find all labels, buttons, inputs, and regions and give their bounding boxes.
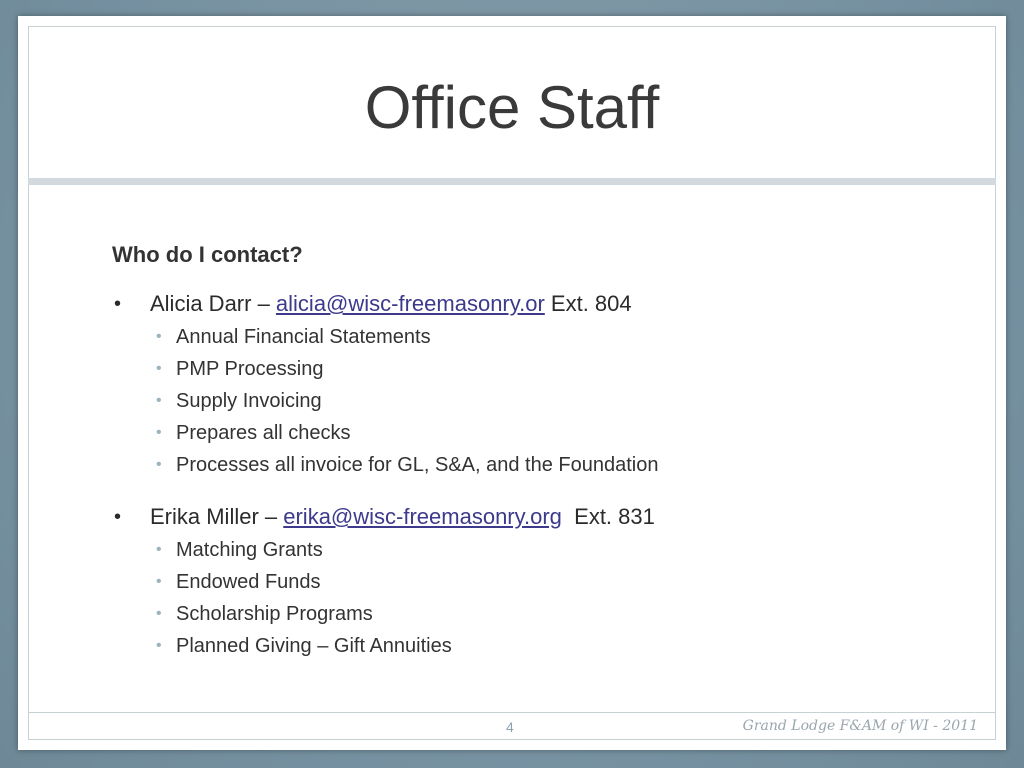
bullet-icon: • <box>156 360 162 377</box>
bullet-icon: • <box>156 573 162 590</box>
bullet-icon: • <box>156 424 162 441</box>
email-link[interactable]: alicia@wisc-freemasonry.or <box>275 291 545 316</box>
contact-name: Alicia Darr – <box>150 291 276 316</box>
bullet-icon: • <box>156 605 162 622</box>
bullet-icon: • <box>156 637 162 654</box>
slide-content <box>112 240 972 684</box>
list-item: • Scholarship Programs <box>112 598 972 630</box>
question-heading: Who do I contact? <box>112 242 303 267</box>
list-item: • Prepares all checks <box>112 417 972 449</box>
email-link[interactable]: erika@wisc-freemasonry.org <box>283 504 562 529</box>
contact-name: Erika Miller – <box>150 504 284 529</box>
slide-title: Office Staff <box>364 74 660 141</box>
footer-divider <box>28 712 996 713</box>
contact-line <box>112 503 972 531</box>
list-item: • Annual Financial Statements <box>112 321 972 353</box>
footer-text: Grand Lodge F&AM of WI - 2011 <box>742 718 978 734</box>
page-number: 4 <box>506 719 514 735</box>
extension: Ext. 804 <box>544 291 632 316</box>
list-item: • Planned Giving – Gift Annuities <box>112 630 972 662</box>
contact-alicia <box>112 290 972 481</box>
list-item: • Processes all invoice for GL, S&A, and the Foundation <box>112 449 972 481</box>
contact-erika <box>112 503 972 662</box>
bullet-icon: • <box>156 328 162 345</box>
duty-list <box>112 321 972 481</box>
list-item: • Endowed Funds <box>112 566 972 598</box>
extension: Ext. 831 <box>561 504 655 529</box>
slide <box>18 16 1006 750</box>
duty-list <box>112 534 972 662</box>
bullet-icon: • <box>156 392 162 409</box>
title-divider <box>28 178 996 185</box>
bullet-icon: • <box>156 541 162 558</box>
list-item: • Supply Invoicing <box>112 385 972 417</box>
contact-line <box>112 290 972 318</box>
bullet-icon: • <box>114 506 122 528</box>
list-item: • Matching Grants <box>112 534 972 566</box>
bullet-icon: • <box>114 293 122 315</box>
list-item: • PMP Processing <box>112 353 972 385</box>
bullet-icon: • <box>156 456 162 473</box>
